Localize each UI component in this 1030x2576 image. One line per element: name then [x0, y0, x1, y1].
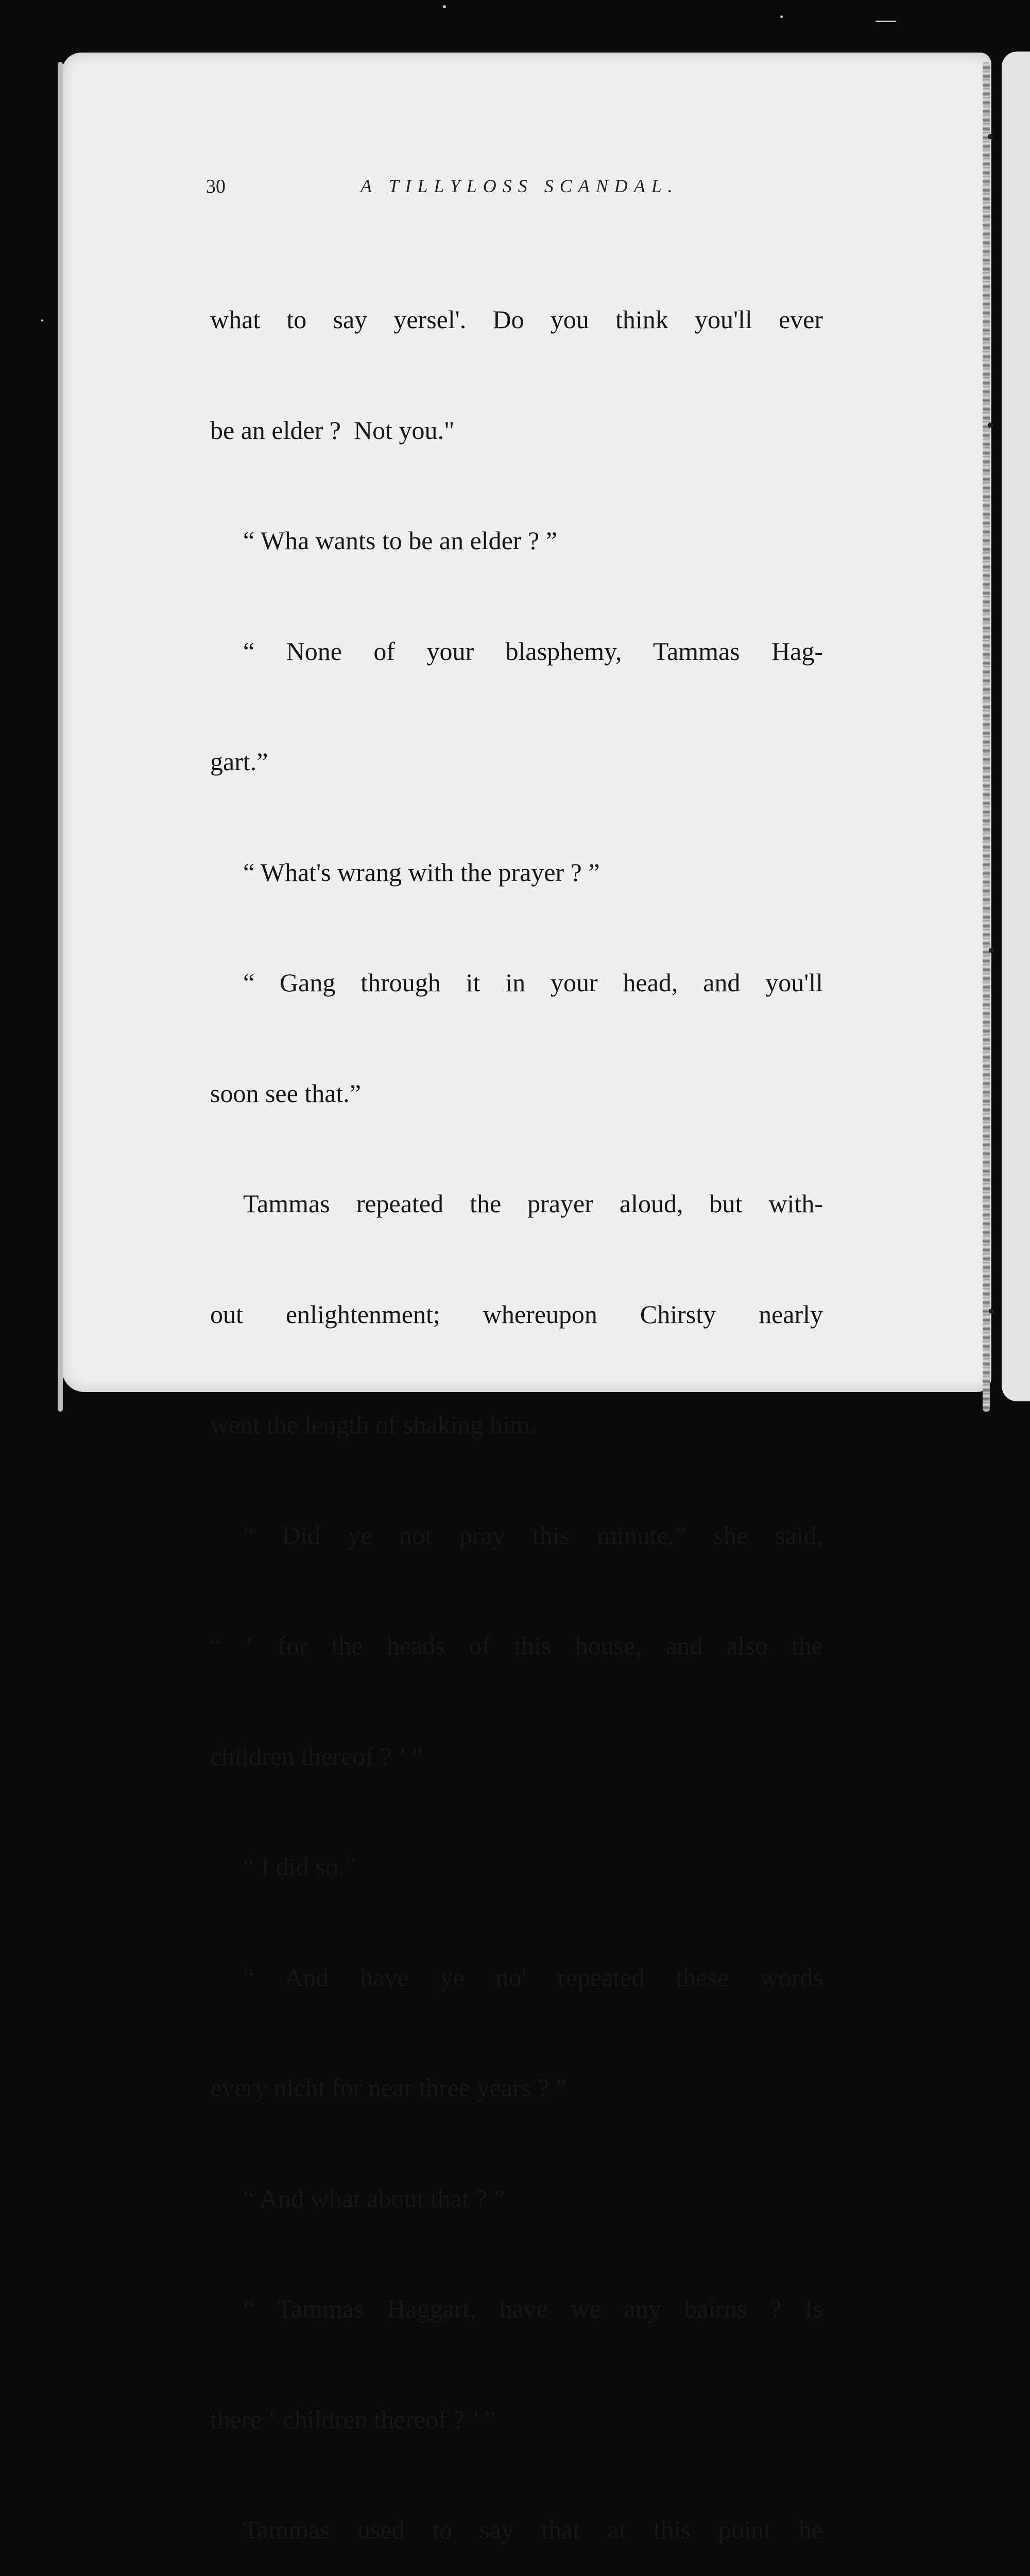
text-line: out enlightenment; whereupon Chirsty nearly [210, 1299, 823, 1329]
text-line: Tammas repeated the prayer aloud, but with- [243, 1189, 823, 1218]
text-line: Tammas used to say that at this point he [243, 2515, 823, 2544]
text-line: went the length of shaking him. [210, 1410, 537, 1439]
text-line: “ Gang through it in your head, and you'll [243, 968, 823, 997]
text-line: “ And have ye no' repeated these words [243, 1962, 823, 1992]
page-left-edge [58, 62, 63, 1412]
text-line: soon see that.” [210, 1078, 361, 1108]
text-line: “ I did so.” [243, 1852, 356, 1881]
text-line: what to say yersel'. Do you think you'll ever [210, 305, 823, 334]
text-line: “ None of your blasphemy, Tammas Hag- [243, 636, 823, 666]
facing-page [1002, 52, 1030, 1401]
text-line: “ ‘ for the heads of this house, and also the [210, 1631, 823, 1660]
text-line: there ‘ children thereof ? ’ ” [210, 2404, 496, 2434]
text-line: “ Wha wants to be an elder ? ” [243, 526, 557, 555]
text-line: children thereof ? ’ ” [210, 1741, 423, 1771]
text-line: “ What's wrang with the prayer ? ” [243, 857, 600, 887]
running-title: A TILLYLOSS SCANDAL. [360, 176, 679, 196]
text-line: every nicht for near three years ? ” [210, 2073, 567, 2102]
body-text [210, 228, 823, 2576]
text-line: “ Did ye not pray this minute,” she said, [243, 1520, 823, 1550]
text-line: “ And what about that ? ” [243, 2183, 505, 2213]
text-line: gart.” [210, 747, 268, 776]
page-number: 30 [206, 176, 226, 197]
text-line: be an elder ? Not you." [210, 415, 455, 445]
page-header [206, 175, 824, 198]
text-line: “ Tammas Haggart, have we any bairns ? Is [243, 2294, 823, 2323]
page-right-edge [983, 62, 990, 1412]
